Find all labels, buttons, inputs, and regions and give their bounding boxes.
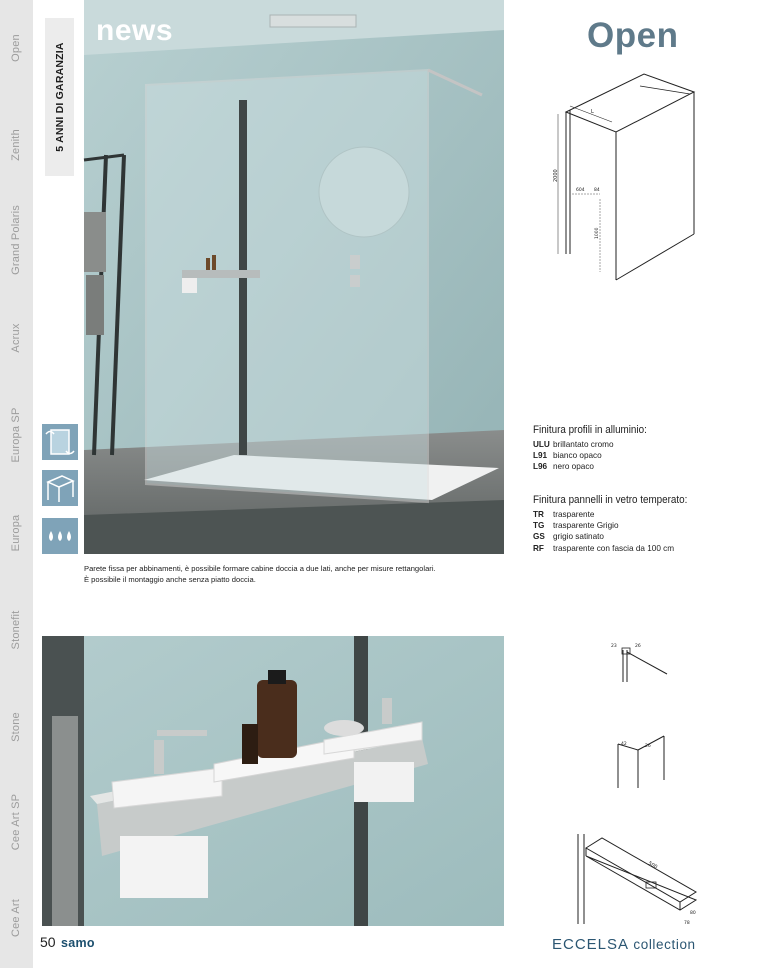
shelf-photo <box>42 636 504 926</box>
nav-item-label: Stone <box>10 712 22 742</box>
finish-code: L96 <box>533 462 548 472</box>
brand-logo: samo <box>61 936 95 950</box>
finish-row <box>533 509 743 520</box>
finish-desc: bianco opaco <box>553 451 602 461</box>
glass-finish-heading: Finitura pannelli in vetro temperato: <box>533 494 688 506</box>
drawing-dim-profile-b-2: 26 <box>645 744 651 749</box>
collection-subtitle: collection <box>633 937 696 952</box>
drawing-dim-shelf: 500 <box>647 860 659 871</box>
nav-item-label: Stonefit <box>10 610 22 650</box>
caption-line: Parete fissa per abbinamenti, è possibile formare cabine doccia a due lati, anche per misure rettangolari. <box>84 564 436 573</box>
caption-line: È possibile il montaggio anche senza piatto doccia. <box>84 575 256 584</box>
finish-code: L91 <box>533 451 548 461</box>
finish-desc: brillantato cromo <box>553 440 614 449</box>
drawing-dim-profile-b: 26 <box>635 644 641 649</box>
news-label: news <box>96 14 174 47</box>
collection-name <box>552 936 696 953</box>
finish-code: TR <box>533 510 544 519</box>
nav-item-label: Cee Art SP <box>10 793 22 851</box>
nav-item-label: Europa SP <box>10 407 22 463</box>
finish-desc: trasparente <box>553 510 595 519</box>
finish-row <box>533 439 743 450</box>
finish-code: GS <box>533 532 545 542</box>
corner-detail-drawing <box>612 728 670 795</box>
drawing-dim-c: 1000 <box>595 227 600 239</box>
drawing-dim-shelf-h: 80 <box>690 911 696 916</box>
finish-code: TG <box>533 521 545 531</box>
profile-finish-block <box>533 424 743 473</box>
warranty-label: 5 ANNI DI GARANZIA <box>54 42 66 152</box>
finish-row <box>533 520 743 531</box>
drawing-dim-width: L <box>591 109 594 115</box>
drawing-dim-a: 604 <box>576 188 585 193</box>
hero-photo <box>84 0 504 554</box>
page-number: 50 <box>40 934 56 950</box>
product-title: Open <box>587 16 679 55</box>
finish-code: ULU <box>533 440 550 449</box>
finish-row <box>533 450 743 461</box>
finish-row <box>533 543 743 554</box>
shelf-detail-drawing <box>572 830 712 933</box>
nav-item-label: Europa <box>10 514 22 552</box>
drawing-dim-profile-a: 23 <box>611 644 617 649</box>
enclosure-structure-icon <box>42 470 78 506</box>
nav-item-label: Acrux <box>10 323 22 353</box>
profile-finish-heading: Finitura profili in alluminio: <box>533 424 647 436</box>
collection-title: ECCELSA <box>552 936 629 953</box>
finish-code: RF <box>533 543 544 553</box>
warranty-badge <box>45 18 74 176</box>
shower-cabin-icon <box>42 424 78 460</box>
finish-row <box>533 531 743 542</box>
profile-detail-drawing <box>605 638 669 689</box>
finish-desc: trasparente Grigio <box>553 521 619 531</box>
drawing-dim-b: 84 <box>594 188 600 193</box>
drawing-dim-height: 2000 <box>553 169 559 182</box>
nav-item-label: Grand Polaris <box>10 205 22 275</box>
nav-item-label: Open <box>10 34 22 62</box>
technical-drawing-main <box>554 64 704 291</box>
side-navigation <box>0 0 33 968</box>
photo-caption <box>84 563 504 585</box>
nav-item-label: Cee Art <box>10 898 22 938</box>
finish-desc: nero opaco <box>553 462 594 472</box>
glass-finish-block <box>533 494 743 554</box>
water-drops-icon <box>42 518 78 554</box>
nav-item-label: Zenith <box>10 129 22 161</box>
finish-desc: grigio satinato <box>553 532 604 542</box>
finish-row <box>533 461 743 472</box>
finish-desc: trasparente con fascia da 100 cm <box>553 543 675 553</box>
drawing-dim-corner: 42 <box>621 742 627 747</box>
drawing-dim-shelf-depth: 78 <box>684 921 690 926</box>
